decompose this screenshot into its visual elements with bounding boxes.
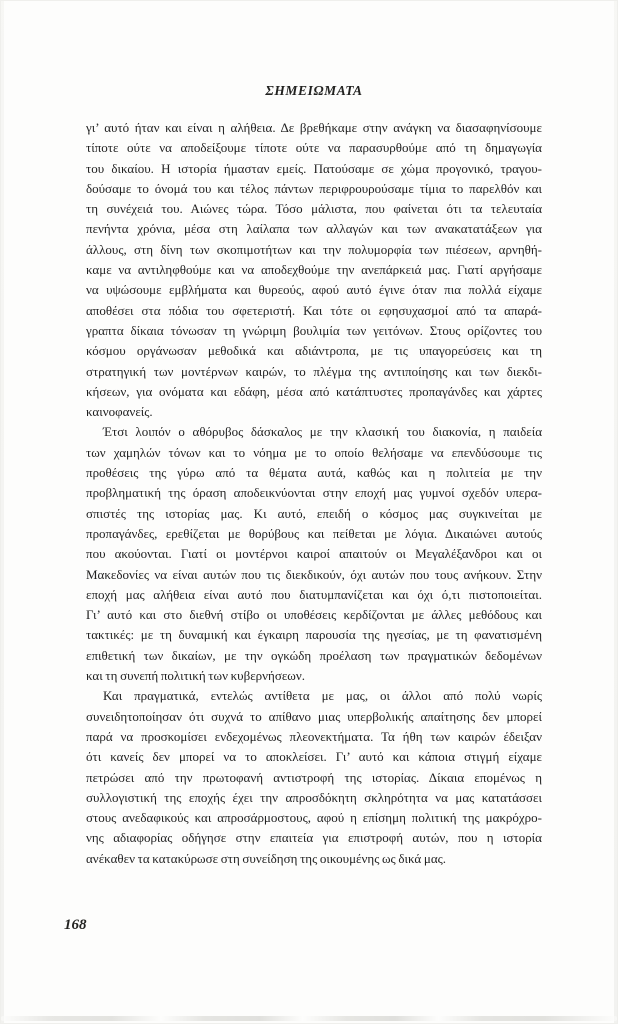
text-line: προπαγάνδες, ερεθίζεται με θορύβους και πείθεται με λόγια. Δικαιώνει αυτούς [86, 525, 542, 541]
text-line: Γι’ αυτό και στο διεθνή στίβο οι υποθέσεις κερδίζονται με άλλες μεθόδους και [86, 607, 542, 623]
text-line: νης αδιαφορίας οδήγησε στην επαιτεία για επιστροφή αυτών, που η ιστορία [86, 830, 542, 846]
body-text [86, 118, 542, 869]
text-line: των χαμηλών τόνων και το νόημα με το οποίο θελήσαμε να επενδύσουμε τις [86, 444, 542, 460]
page-title: ΣΗΜΕΙΩΜΑΤΑ [265, 83, 363, 98]
text-line: πετρώσει από την πρωτοφανή αντιστροφή της ιστορίας. Δίκαια επομένως η [86, 769, 542, 785]
text-line: τίποτε ούτε να αποδείξουμε τίποτε ούτε να παρασυρθούμε από τη δημαγωγία [86, 140, 542, 156]
text-line: που ακούονται. Γιατί οι μοντέρνοι καιροί απαιτούν οι Μεγαλέξανδροι και οι [86, 546, 542, 562]
text-line: Μακεδονίες να είναι αυτών που τις διεκδικούν, όχι αυτών που τους ανήκουν. Στην [86, 566, 542, 582]
text-line: προβληματική της όραση αποδεικνύονται στην εποχή μας γυμνοί σχεδόν υπερα- [86, 485, 542, 501]
text-line: επιθετική των δικαίων, με την ογκώδη προέλαση των πραγματικών δεδομένων [86, 647, 542, 663]
text-line: και τη συνεπή πολιτική των κυβερνήσεων. [86, 668, 305, 684]
text-line: κόσμου οργάνωσαν μεθοδικά και αδιάντροπα, με τις υπαγορεύσεις και τη [86, 343, 542, 359]
text-line: τη συνέχειά του. Αιώνες τώρα. Τόσο μάλιστα, που φαίνεται ότι τα τελευταία [86, 201, 542, 217]
text-line: καμε να αντιληφθούμε και να αποδεχθούμε την ανεπάρκειά μας. Γιατί αργήσαμε [86, 262, 542, 278]
text-line: καινοφανείς. [86, 404, 153, 420]
text-line: Έτσι λοιπόν ο αθόρυβος δάσκαλος με την κλασική του διακονία, η παιδεία [103, 424, 542, 440]
text-line: κήσεων, για ονόματα και εδάφη, μέσα από κατάπτυστες προπαγάνδες και χάρτες [86, 383, 542, 399]
text-line: τακτικές: με τη δυναμική και έγκαιρη παρουσία της ηγεσίας, με τη φανατισμένη [86, 627, 542, 643]
text-line: δούσαμε το όνομά του και τέλος πάντων περιφρουρούσαμε τίμια το παρελθόν και [86, 180, 542, 196]
text-line: Και πραγματικά, εντελώς αντίθετα με μας, οι άλλοι από πολύ νωρίς [103, 688, 542, 704]
text-line: πενήντα χρόνια, μέσα στη λαίλαπα των αλλαγών και των ανακατατάξεων για [86, 221, 542, 237]
text-line: σπιστές της ιστορίας μας. Κι αυτό, επειδή ο κόσμος μας συγκινείται με [86, 505, 542, 521]
text-line: παρά να προσκομίσει ενδεχομένως πλεονεκτήματα. Τα ήθη των καιρών έδειξαν [86, 728, 542, 744]
text-line: συλλογιστική της εποχής έχει την απροσδόκητη σκληρότητα να μας κατατάσσει [86, 789, 542, 805]
text-line: προθέσεις της γύρω από τα θέματα αυτά, καθώς και η πολιτεία με την [86, 465, 542, 481]
page-edge-shadow [1, 1016, 617, 1021]
text-block [86, 83, 542, 869]
text-line: γι’ αυτό ήταν και είναι η αλήθεια. Δε βρεθήκαμε στην ανάγκη να διασαφηνίσουμε [86, 120, 542, 135]
paragraph [86, 422, 542, 686]
text-line: ότι κανείς δεν μπορεί να το αποκλείσει. Γι’ αυτό και κάποια στιγμή είχαμε [86, 749, 542, 765]
page-number: 168 [64, 917, 87, 933]
page-left-edge [1, 1, 4, 1023]
text-line: στους ανεδαφικούς και απροσάρμοστους, αφού η επίσημη πολιτική της μακρόχρο- [86, 810, 542, 826]
paragraph [86, 118, 542, 422]
text-line: αποθέσει στα πόδια του σφετεριστή. Και τότε οι εφησυχασμοί από τα απαρά- [86, 302, 542, 318]
text-line: του δικαίου. Η ιστορία ήμασταν εμείς. Πατούσαμε σε χώμα προγονικό, τραγου- [86, 160, 542, 176]
text-line: συνειδητοποίησαν ότι συχνά το απίθανο μιας υπερβολικής απαίτησης δεν μπορεί [86, 708, 542, 724]
text-line: εποχή μας αλήθεια είναι αυτό που διατυμπανίζεται και όχι ό,τι πιστοποιείται. [86, 586, 542, 602]
text-line: ανέκαθεν τα κατακύρωσε στη συνείδηση της οικουμένης ως δικά μας. [86, 850, 447, 866]
paragraph [86, 686, 542, 869]
text-line: γραπτα δίκαια τόνωσαν τη γνώριμη βουλιμία των γειτόνων. Στους ορίζοντες του [86, 322, 542, 338]
text-line: άλλους, στη δίνη των σκοπιμοτήτων και την πολυμορφία των πιέσεων, αρνηθή- [86, 241, 542, 257]
text-line: στρατηγική των μοντέρνων καιρών, το πλέγμα της αντιποίησης και των διεκδι- [86, 363, 542, 379]
text-line: να υψώσουμε εμβλήματα και θυρεούς, αφού αυτό έγινε όταν πια πολλά είχαμε [86, 282, 542, 298]
page-right-edge [614, 1, 617, 1023]
